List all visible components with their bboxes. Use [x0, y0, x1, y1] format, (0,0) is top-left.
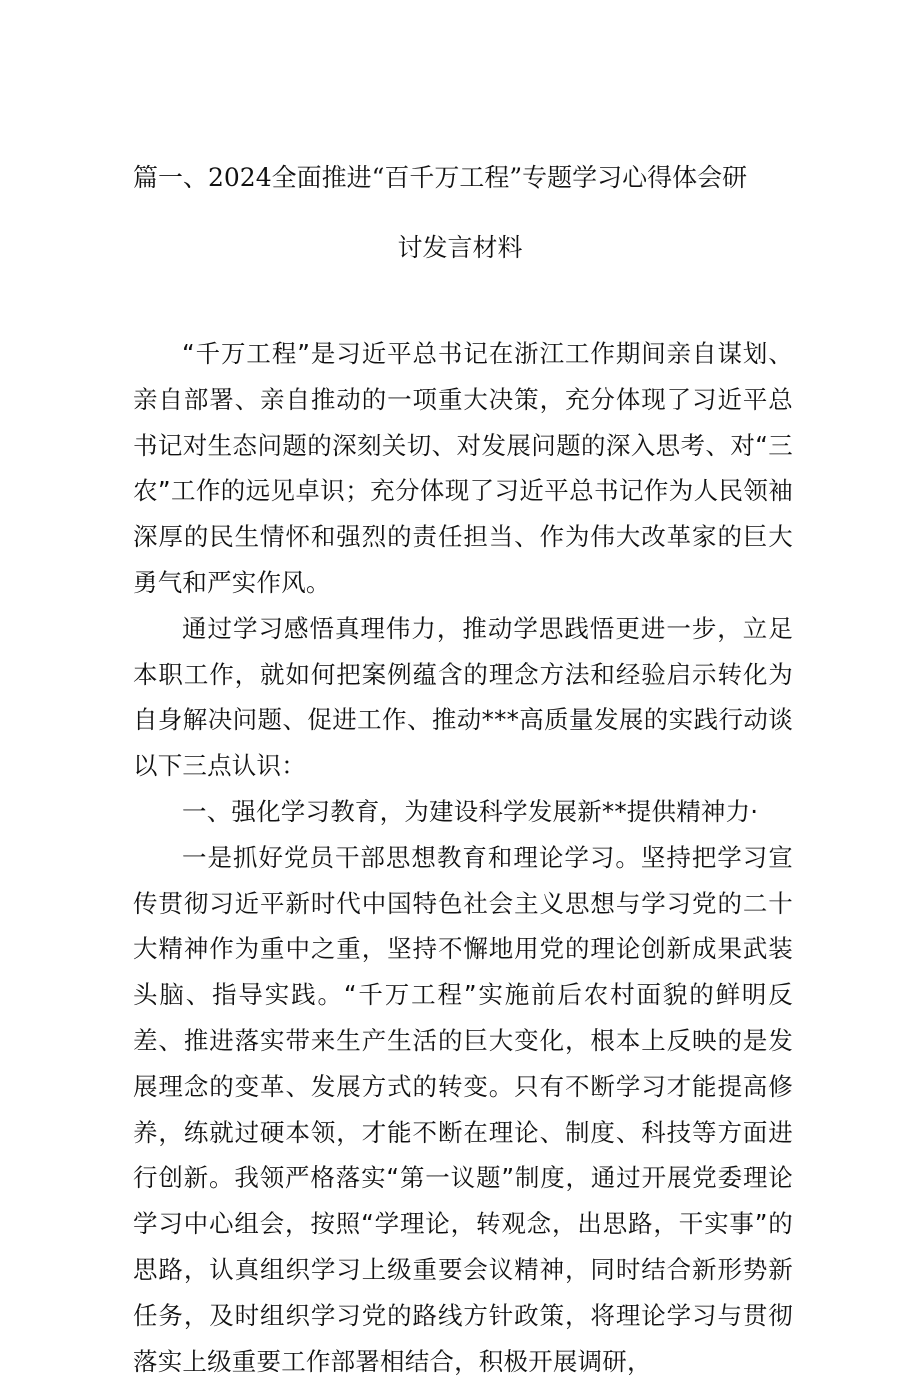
paragraph-intro: “千万工程”是习近平总书记在浙江工作期间亲自谋划、亲自部署、亲自推动的一项重大决策，充分体现了习近平总书记对生态问题的深刻关切、对发展问题的深入思考、对“三农”工作的远见卓识；充分体现了习近平总书记作为人民领袖深厚的民生情怀和强烈的责任担当、作为伟大改革家的巨大勇气和严实作风。 [133, 339, 793, 597]
document-title-line-2: 讨发言材料 [397, 233, 523, 262]
section-heading-1: 一、强化学习教育，为建设科学发展新**提供精神力· [182, 796, 759, 826]
document-title-line-1: 篇一、2024全面推进“百千万工程”专题学习心得体会研 [133, 163, 748, 192]
document-body [133, 331, 793, 1384]
paragraph-point-1: 一是抓好党员干部思想教育和理论学习。坚持把学习宣传贯彻习近平新时代中国特色社会主义思想与学习党的二十大精神作为重中之重，坚持不懈地用党的理论创新成果武装头脑、指导实践。“千万工程”实施前后农村面貌的鲜明反差、推进落实带来生产生活的巨大变化，根本上反映的是发展理念的变革、发展方式的转变。只有不断学习才能提高修养，练就过硬本领，才能不断在理论、制度、科技等方面进行创新。我领严格落实“第一议题”制度，通过开展党委理论学习中心组会，按照“学理论，转观念，出思路，干实事”的思路，认真组织学习上级重要会议精神，同时结合新形势新任务，及时组织学习党的路线方针政策，将理论学习与贯彻落实上级重要工作部署相结合，积极开展调研， [133, 842, 793, 1376]
paragraph-study: 通过学习感悟真理伟力，推动学思践悟更进一步，立足本职工作，就如何把案例蕴含的理念方法和经验启示转化为自身解决问题、促进工作、推动***高质量发展的实践行动谈以下三点认识： [133, 613, 793, 781]
